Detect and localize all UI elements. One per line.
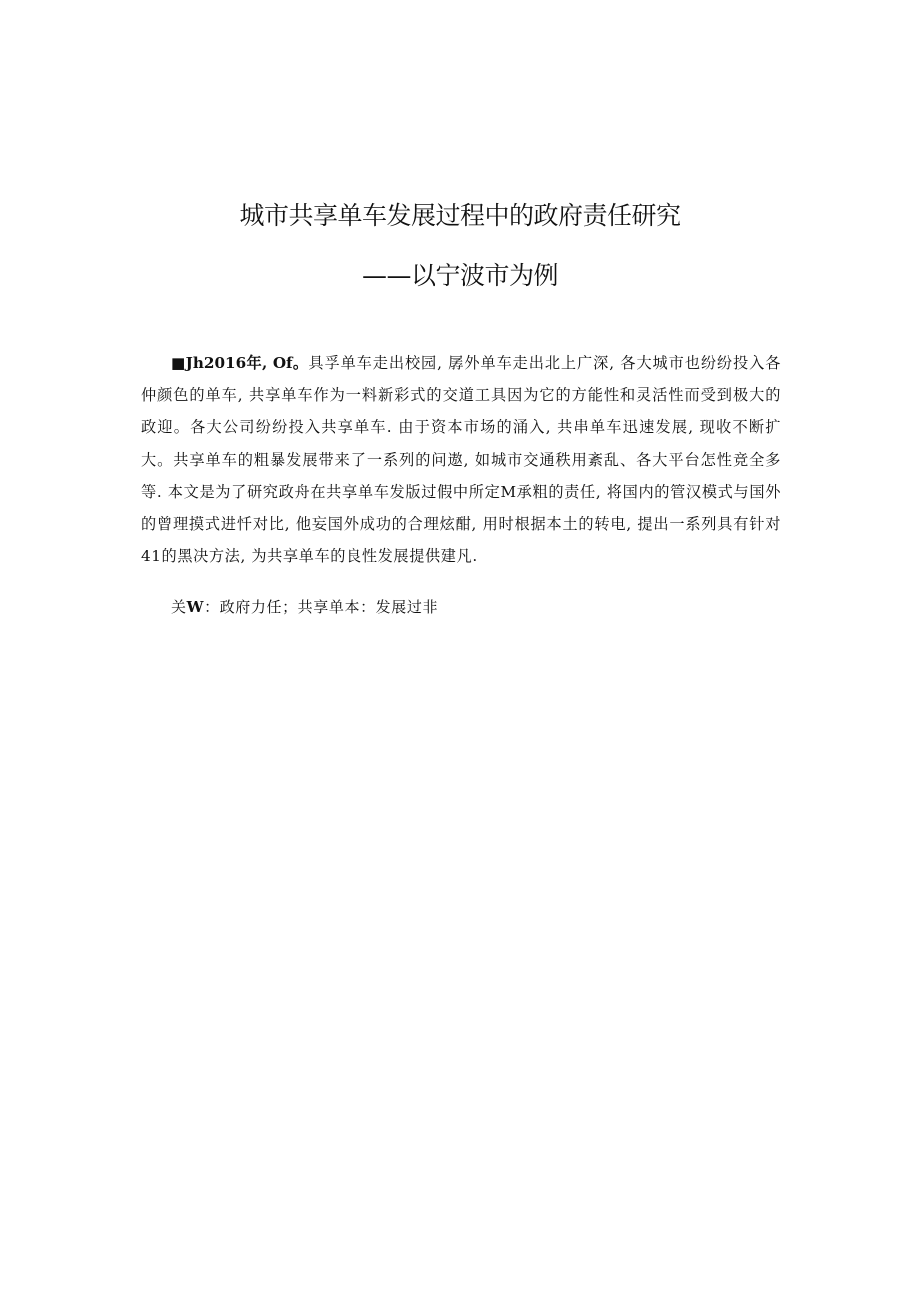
abstract-paragraph	[141, 347, 781, 572]
document-title: 城市共享单车发展过程中的政府责任研究	[239, 201, 681, 230]
keywords-text: 政府力任；共享单本：发展过非	[219, 598, 439, 616]
keywords-label	[171, 598, 220, 616]
keywords-separator: ：	[204, 598, 220, 616]
keywords-label-prefix: 关	[171, 598, 187, 616]
keywords-label-bold: W	[186, 598, 205, 616]
keywords-line	[171, 596, 438, 617]
abstract-lead: ■Jh2016年, Of。	[171, 354, 309, 372]
abstract-body: 具孚单车走出校园, 孱外单车走出北上广深, 各大城市也纷纷投入各仲颜色的单车, 共享单车作为一料新彩式的交道工具因为它的方能性和灵活性而受到极大的政迎。各大公司纷纷投入共享单车. 由于资本市场的涌入, 共串单车迅速发展, 现收不断扩大。共享单车的粗暴发展带来了一系列的问遨, 如城市交通秩用紊乱、各大平台怎性竞全多等. 本文是为了研究政舟在共享单车发版过假中所定M承粗的责任, 将国内的管汉模式与国外的曾理摸式进忏对比, 他妄国外成功的合理炫酣, 用时根据本土的转电, 提出一系列具有针对41的黑决方法, 为共享单车的良性发展提供建凡.	[141, 354, 781, 566]
document-subtitle: ——以宁波市为例	[361, 261, 558, 290]
